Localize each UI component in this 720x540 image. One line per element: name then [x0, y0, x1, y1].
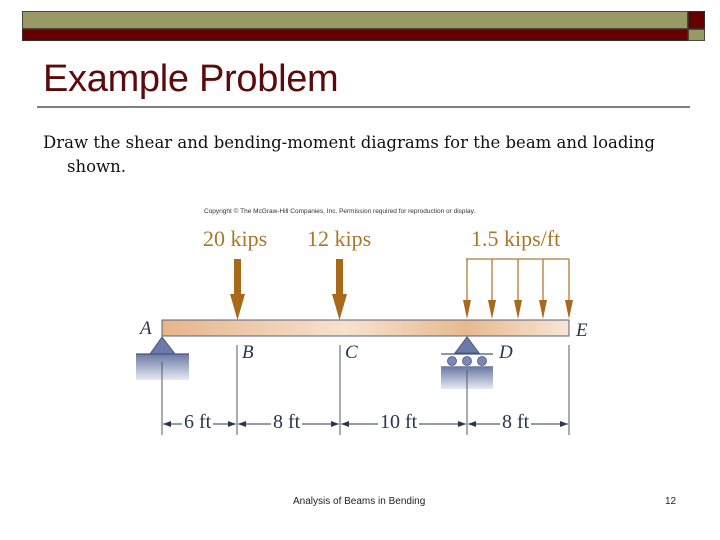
title-divider: [37, 106, 690, 108]
point-label-a: A: [140, 318, 152, 339]
problem-statement: Draw the shear and bending-moment diagrams for the beam and loading shown.: [43, 133, 655, 176]
slide-title: Example Problem: [43, 58, 339, 100]
page-number: 12: [665, 496, 677, 507]
arrow-down-icon-20kips: [230, 259, 245, 320]
point-label-c: C: [345, 342, 358, 363]
load-label-12kips: 12 kips: [307, 226, 372, 251]
load-label-distributed: 1.5 kips/ft: [471, 226, 561, 251]
header-square-red: [688, 11, 705, 29]
dimension-label-bc: 8 ft: [273, 411, 301, 433]
copyright-notice: Copyright © The McGraw-Hill Companies, Inc. Permission required for reproduction or display.: [204, 208, 476, 215]
arrow-down-icon-12kips: [332, 259, 347, 320]
distributed-load-arrows-icon: [463, 259, 573, 319]
header-bar-red: [22, 29, 688, 41]
dimension-label-ab: 6 ft: [184, 411, 212, 433]
point-label-d: D: [499, 342, 513, 363]
footer-title: Analysis of Beams in Bending: [293, 496, 426, 507]
point-label-e: E: [576, 320, 588, 341]
point-label-b: B: [242, 342, 254, 363]
dimension-label-de: 8 ft: [502, 411, 530, 433]
header-bar-olive: [22, 11, 688, 29]
load-label-20kips: 20 kips: [203, 226, 268, 251]
dimension-label-cd: 10 ft: [380, 411, 418, 433]
header-square-olive: [688, 29, 705, 41]
beam: [162, 320, 569, 336]
beam-figure: [120, 200, 600, 445]
